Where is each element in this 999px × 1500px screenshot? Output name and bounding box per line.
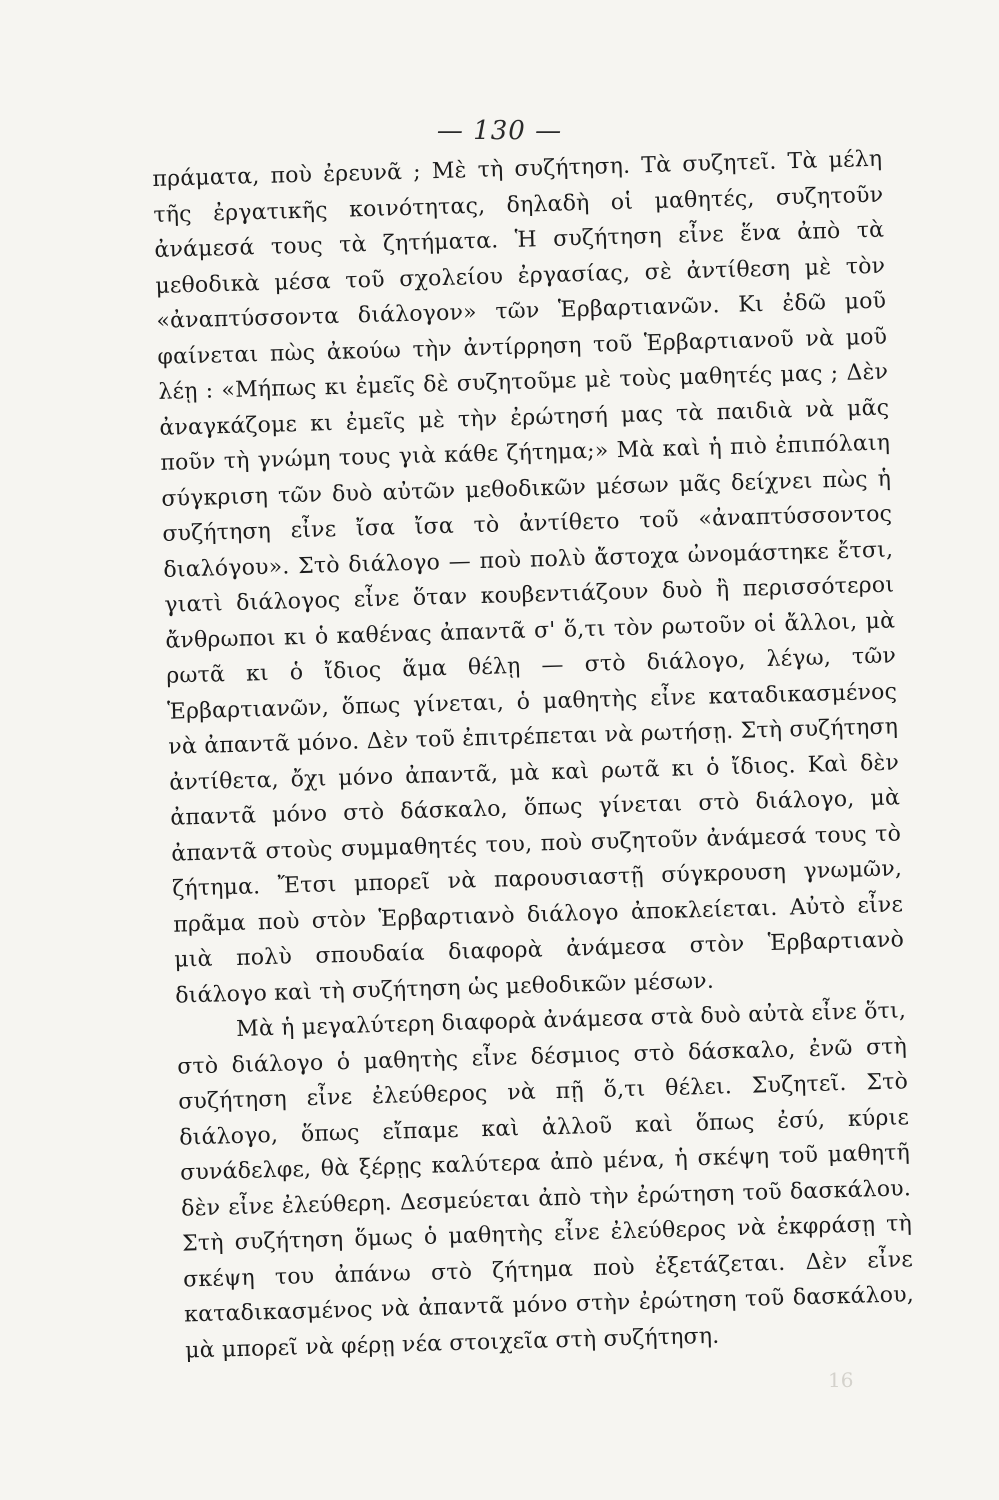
body-text: [152, 142, 915, 1369]
paragraph-1: πράματα, ποὺ ἐρευνᾶ ; Μὲ τὴ συζήτηση. Τὰ συζητεῖ. Τὰ μέλη τῆς ἐργατικῆς κοινότητας, δηλαδὴ οἱ μαθητές, συζητοῦν ἀνάμεσά τους τὰ ζητήματα. Ἡ συζήτηση εἶνε ἕνα ἀπὸ τὰ μεθοδικὰ μέσα τοῦ σχολείου ἐργασίας, σὲ ἀντίθεση μὲ τὸν «ἀναπτύσσοντα διάλογον» τῶν Ἑρβαρτιανῶν. Κι ἐδῶ μοῦ φαίνεται πὼς ἀκούω τὴν ἀντίρρηση τοῦ Ἑρβαρτιανοῦ νὰ μοῦ λέῃ : «Μήπως κι ἐμεῖς δὲ συζητοῦμε μὲ τοὺς μαθητές μας ; Δὲν ἀναγκάζομε κι ἐμεῖς μὲ τὴν ἐρώτησή μας τὰ παιδιὰ νὰ μᾶς ποῦν τὴ γνώμη τους γιὰ κάθε ζήτημα;» Μὰ καὶ ἡ πιὸ ἐπιπόλαιη σύγκριση τῶν δυὸ αὐτῶν μεθοδικῶν μέσων μᾶς δείχνει πὼς ἡ συζήτηση εἶνε ἴσα ἴσα τὸ ἀντίθετο τοῦ «ἀναπτύσσοντος διαλόγου». Στὸ διάλογο — ποὺ πολὺ ἄστοχα ὠνομάστηκε ἔτσι, γιατὶ διάλογος εἶνε ὅταν κουβεντιάζουν δυὸ ἢ περισσότεροι ἄνθρωποι κι ὁ καθένας ἀπαντᾶ σ' ὅ,τι τὸν ρωτοῦν οἱ ἄλλοι, μὰ ρωτᾶ κι ὁ ἴδιος ἅμα θέλῃ — στὸ διάλογο, λέγω, τῶν Ἑρβαρτιανῶν, ὅπως γίνεται, ὁ μαθητὴς εἶνε καταδικασμένος νὰ ἀπαντᾶ μόνο. Δὲν τοῦ ἐπιτρέπεται νὰ ρωτήσῃ. Στὴ συζήτηση ἀντίθετα, ὄχι μόνο ἀπαντᾶ, μὰ καὶ ρωτᾶ κι ὁ ἴδιος. Καὶ δὲν ἀπαντᾶ μόνο στὸ δάσκαλο, ὅπως γίνεται στὸ διάλογο, μὰ ἀπαντᾶ στοὺς συμμαθητές του, ποὺ συζητοῦν ἀνάμεσά τους τὸ ζήτημα. Ἔτσι μπορεῖ νὰ παρουσιαστῇ σύγκρουση γνωμῶν, πρᾶμα ποὺ στὸν Ἑρβαρτιανὸ διάλογο ἀποκλείεται. Αὐτὸ εἶνε μιὰ πολὺ σπουδαία διαφορὰ ἀνάμεσα στὸν Ἑρβαρτιανὸ διάλογο καὶ τὴ συζήτηση ὡς μεθοδικῶν μέσων.: [152, 146, 905, 1009]
paragraph-2: Μὰ ἡ μεγαλύτερη διαφορὰ ἀνάμεσα στὰ δυὸ αὐτὰ εἶνε ὅτι, στὸ διάλογο ὁ μαθητὴς εἶνε δέσμιος στὸ δάσκαλο, ἐνῶ στὴ συζήτηση εἶνε ἐλεύθερος νὰ πῇ ὅ,τι θέλει. Συζητεῖ. Στὸ διάλογο, ὅπως εἴπαμε καὶ ἀλλοῦ καὶ ὅπως ἐσύ, κύριε συνάδελφε, θὰ ξέρῃς καλύτερα ἀπὸ μένα, ἡ σκέψη τοῦ μαθητῆ δὲν εἶνε ἐλεύθερη. Δεσμεύεται ἀπὸ τὴν ἐρώτηση τοῦ δασκάλου. Στὴ συζήτηση ὅμως ὁ μαθητὴς εἶνε ἐλεύθερος νὰ ἐκφράσῃ τὴ σκέψη του ἀπάνω στὸ ζήτημα ποὺ ἐξετάζεται. Δὲν εἶνε καταδικασμένος νὰ ἀπαντᾶ μόνο στὴν ἐρώτηση τοῦ δασκάλου, μὰ μπορεῖ νὰ φέρῃ νέα στοιχεῖα στὴ συζήτηση.: [176, 998, 915, 1364]
bleed-through-mark: 16: [828, 1368, 854, 1392]
page-number: — 130 —: [436, 116, 563, 146]
